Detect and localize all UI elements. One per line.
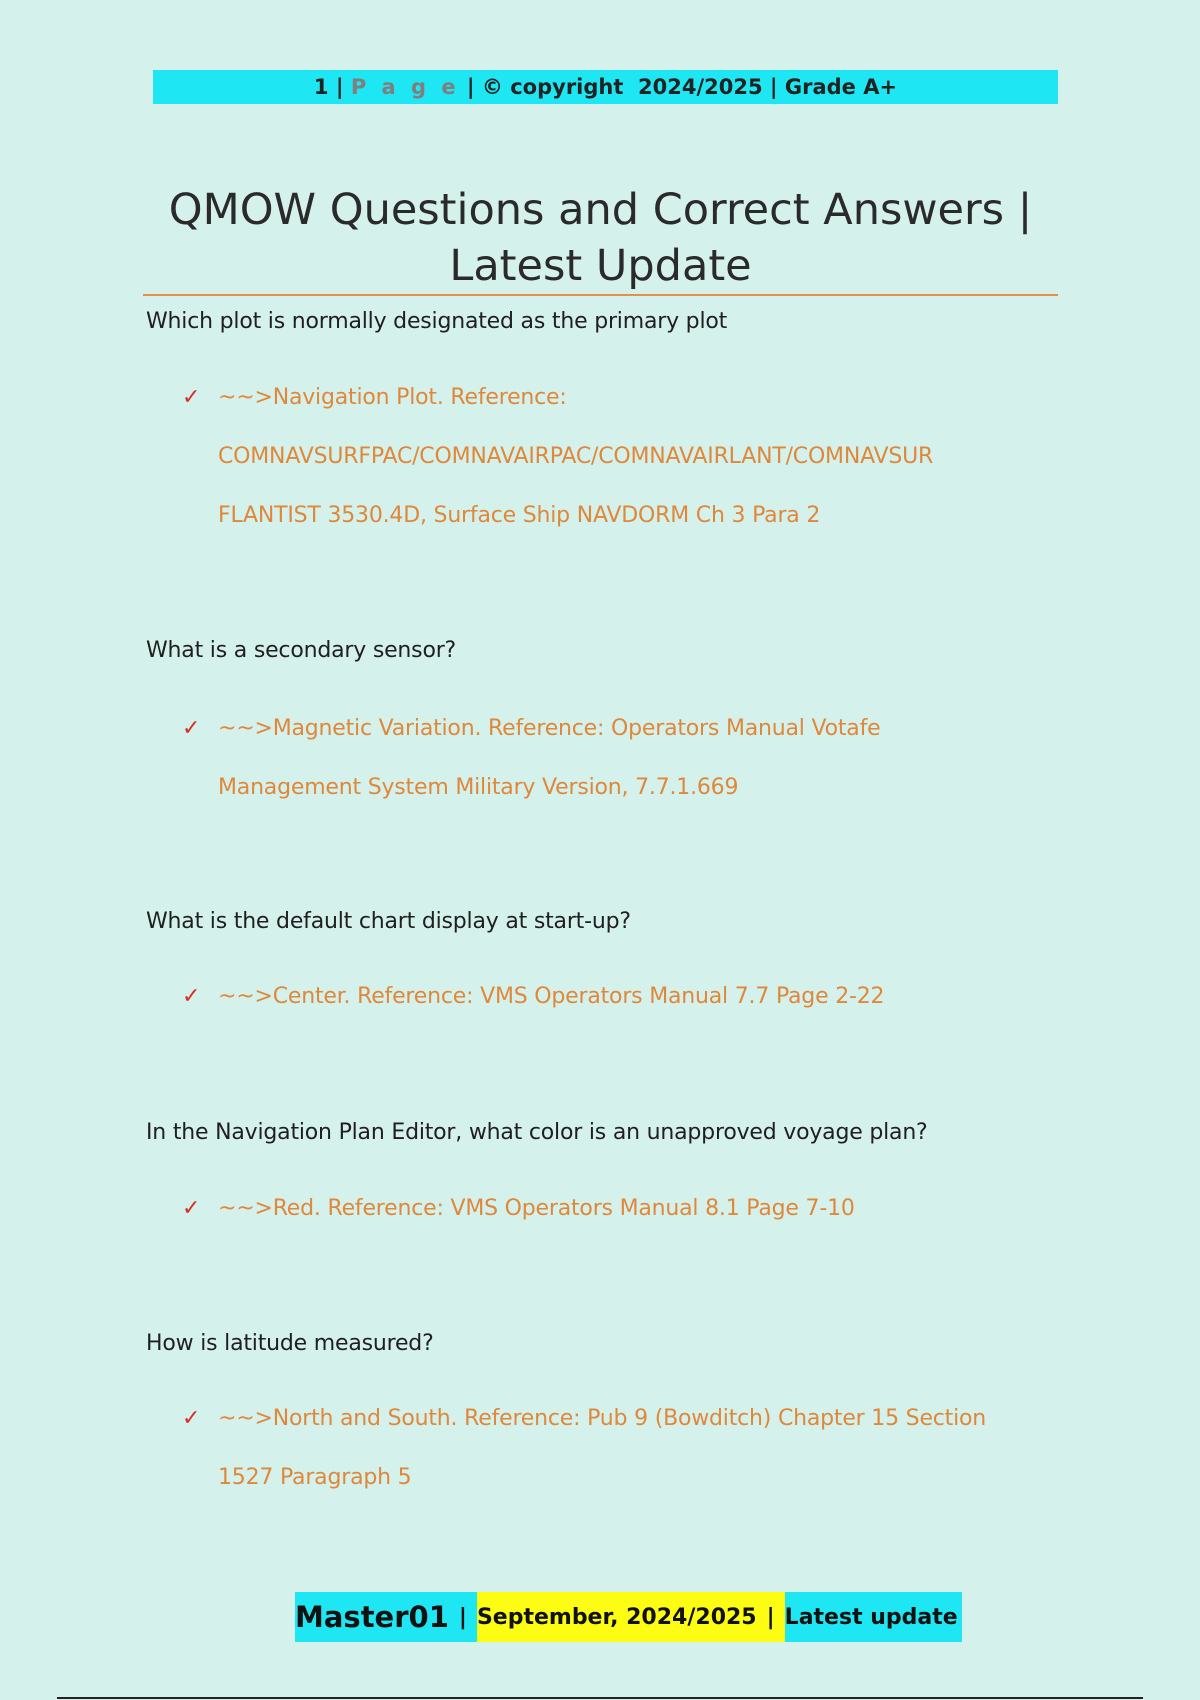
page-header-bar: [153, 70, 1058, 104]
answer-line: 1527 Paragraph 5: [218, 1465, 412, 1490]
footer-separator: |: [458, 1604, 467, 1630]
footer-date-segment: [477, 1592, 785, 1642]
answer-line: FLANTIST 3530.4D, Surface Ship NAVDORM Ch 3 Para 2: [218, 503, 821, 528]
footer-author: Master01: [295, 1600, 449, 1634]
page-footer: [295, 1592, 962, 1642]
checkmark-icon: ✓: [182, 1406, 201, 1431]
footer-author-segment: [295, 1592, 477, 1642]
header-separator: |: [328, 75, 351, 99]
answer-block: [182, 1389, 1062, 1507]
checkmark-icon: ✓: [182, 1196, 201, 1221]
question-text: Which plot is normally designated as the primary plot: [146, 309, 728, 334]
answer-line: Management System Military Version, 7.7.1.669: [218, 775, 739, 800]
page-number: 1: [313, 75, 329, 99]
question-text: How is latitude measured?: [146, 1331, 434, 1356]
answer-block: [182, 699, 1062, 817]
header-copyright: | © copyright 2024/2025 | Grade A+: [459, 75, 898, 99]
answer-line: ~~>North and South. Reference: Pub 9 (Bowditch) Chapter 15 Section: [218, 1406, 987, 1431]
checkmark-icon: ✓: [182, 385, 201, 410]
title-underline: [143, 294, 1058, 296]
answer-block: [182, 368, 1062, 545]
checkmark-icon: ✓: [182, 716, 201, 741]
answer-line: ~~>Red. Reference: VMS Operators Manual 8.1 Page 7-10: [218, 1196, 855, 1221]
answer-line: ~~>Center. Reference: VMS Operators Manual 7.7 Page 2-22: [218, 984, 885, 1009]
page-word: P a g e: [350, 75, 460, 99]
checkmark-icon: ✓: [182, 984, 201, 1009]
answer-line: COMNAVSURFPAC/COMNAVAIRPAC/COMNAVAIRLANT/COMNAVSUR: [218, 444, 934, 469]
footer-separator: |: [766, 1604, 775, 1630]
answer-block: [182, 1179, 1062, 1238]
title-line-2: Latest Update: [449, 241, 752, 291]
question-text: What is a secondary sensor?: [146, 638, 457, 663]
answer-block: [182, 967, 1062, 1026]
title-line-1: QMOW Questions and Correct Answers |: [168, 185, 1033, 235]
answer-line: ~~>Navigation Plot. Reference:: [218, 385, 567, 410]
page-title: [143, 182, 1058, 294]
answer-line: ~~>Magnetic Variation. Reference: Operators Manual Votafe: [218, 716, 881, 741]
bottom-divider: [57, 1697, 1143, 1699]
footer-latest-segment: [785, 1592, 962, 1642]
question-text: What is the default chart display at start-up?: [146, 909, 631, 934]
footer-date: September, 2024/2025: [476, 1604, 757, 1630]
footer-latest-update: Latest update: [784, 1604, 958, 1630]
question-text: In the Navigation Plan Editor, what color is an unapproved voyage plan?: [146, 1120, 928, 1145]
